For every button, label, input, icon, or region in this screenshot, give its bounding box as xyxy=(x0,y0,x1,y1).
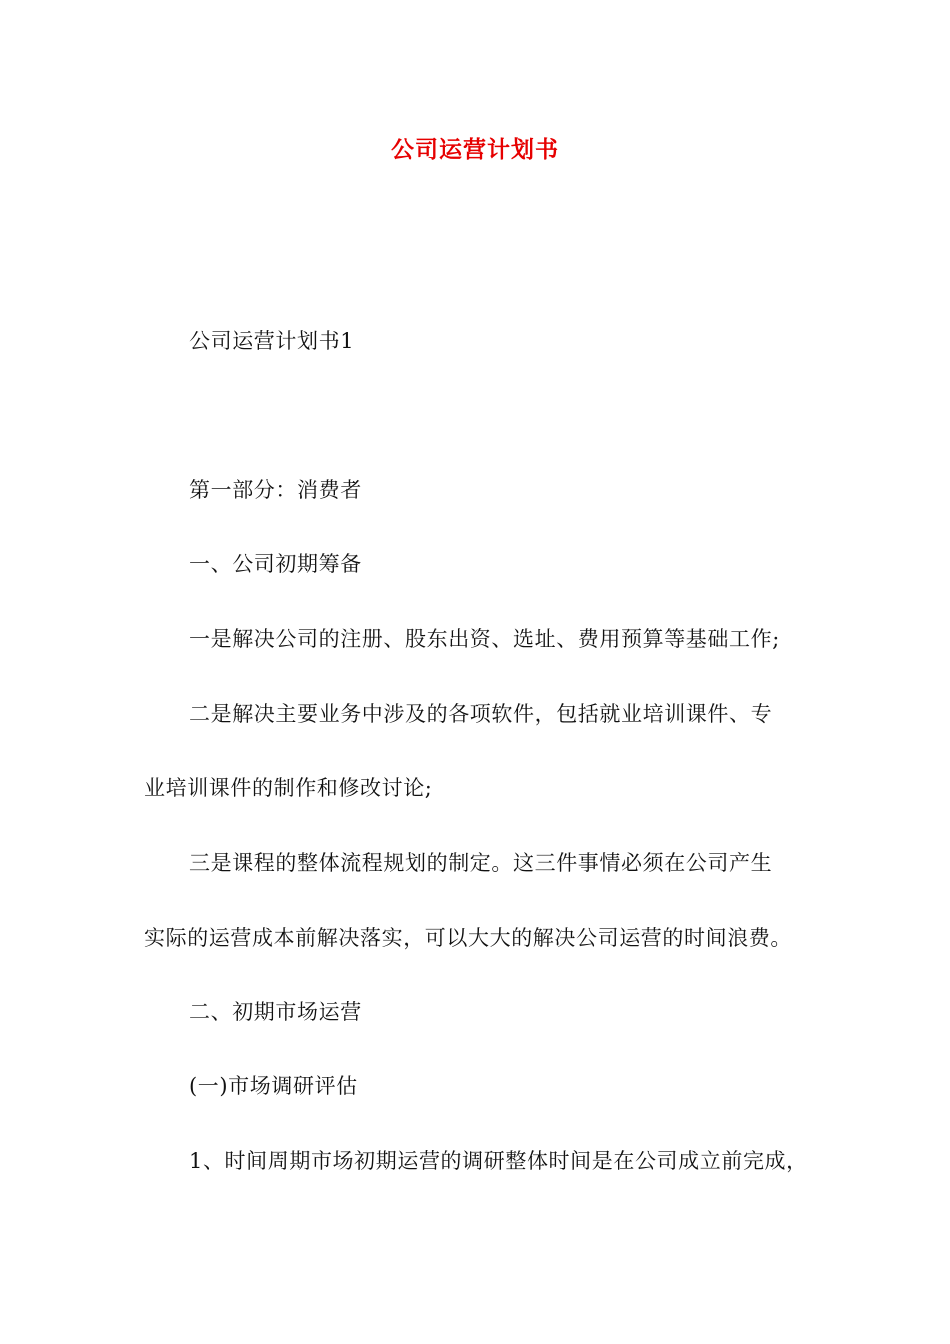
paragraph-heading-1: 一、公司初期筹备 xyxy=(189,552,362,576)
paragraph-heading-2: 二、初期市场运营 xyxy=(189,1000,362,1024)
paragraph-subheading: (一)市场调研评估 xyxy=(189,1074,358,1098)
paragraph-item-time: 1、时间周期市场初期运营的调研整体时间是在公司成立前完成， xyxy=(189,1149,808,1173)
paragraph-part-one: 第一部分：消费者 xyxy=(189,478,362,502)
paragraph-item-1: 一是解决公司的注册、股东出资、选址、费用预算等基础工作; xyxy=(189,627,780,651)
section-heading: 公司运营计划书1 xyxy=(189,329,355,353)
paragraph-item-3-cont: 实际的运营成本前解决落实，可以大大的解决公司运营的时间浪费。 xyxy=(144,926,792,950)
paragraph-item-2-cont: 业培训课件的制作和修改讨论; xyxy=(144,776,433,800)
document-title: 公司运营计划书 xyxy=(391,136,559,163)
paragraph-item-2: 二是解决主要业务中涉及的各项软件，包括就业培训课件、专 xyxy=(189,702,773,726)
paragraph-item-3: 三是课程的整体流程规划的制定。这三件事情必须在公司产生 xyxy=(189,851,773,875)
